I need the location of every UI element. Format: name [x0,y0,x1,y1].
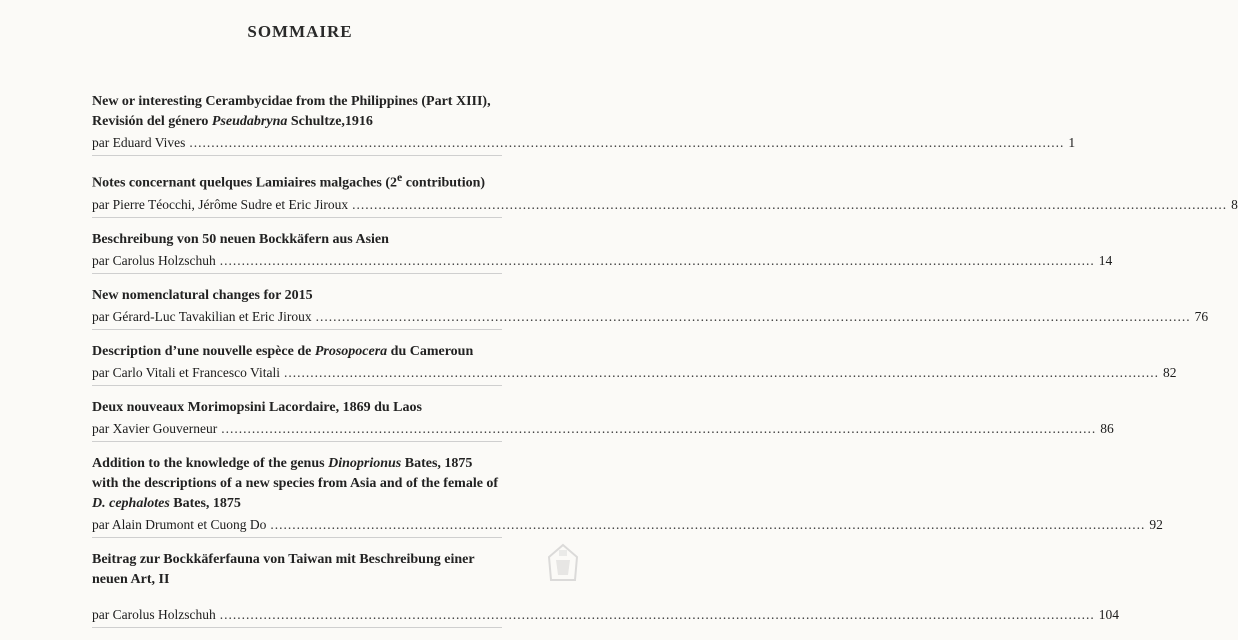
dot-leader: ........................................................................................................................................................................................................ [283,364,1159,380]
toc-entry-title-line [92,92,502,112]
toc-entry-authors-row [92,604,1119,628]
title-text: Revisión del género [92,114,212,129]
toc-entry [92,286,1209,330]
title-text: Schultze,1916 [287,114,373,129]
toc-entry-authors: par Carlo Vitali et Francesco Vitali [92,364,280,380]
toc-entry-page-number: 104 [1098,606,1119,622]
toc-entry-page-number: 82 [1162,364,1177,380]
toc-entry-page-number: 92 [1149,516,1163,532]
entry-spacer [92,590,502,604]
toc-entry-title [92,454,502,514]
toc-entry-title [92,230,502,250]
title-text: Deux nouveaux Morimopsini Lacordaire, 1869 du Laos [92,399,422,415]
title-text: Bates, 1875 [401,455,473,471]
dot-leader: ........................................................................................................................................................................................................ [315,308,1191,324]
toc-entry-title-line [92,112,502,132]
toc-entry-title-line [92,550,502,570]
dot-leader: ........................................................................................................................................................................................................ [270,516,1146,532]
toc-entry [92,454,1163,538]
toc-entry-title [92,342,502,362]
toc-entry-title-line [92,286,502,306]
toc-entry-title-line [92,570,502,590]
dot-leader: ........................................................................................................................................................................................................ [189,135,1065,150]
italic-text: Prosopocera [314,343,388,359]
title-text: with the descriptions of a new species from Asia and of the female of [92,475,499,491]
toc-entry-page-number: 76 [1194,308,1209,324]
toc-entry-title-line [92,454,502,474]
toc-entry-authors-row [92,306,1209,330]
title-text: Bates, 1875 [169,495,241,511]
toc-entry-page-number: 8 [1231,196,1238,212]
title-text: Beschreibung von 50 neuen Bockkäfern aus Asien [92,231,389,247]
toc-entry-authors: par Eduard Vives [92,135,186,150]
italic-text: Pseudabryna [211,114,288,129]
publisher-logo-icon [542,542,584,584]
toc-entry-title [92,168,502,194]
toc-entry-title-line [92,168,502,194]
toc-entry-authors: par Carolus Holzschuh [92,252,216,268]
title-text: neuen Art, II [92,571,170,587]
superscript-text: e [397,171,403,184]
toc-entry-authors-row [92,418,1114,442]
toc-entry-authors-row [92,514,1163,538]
toc-entry-title [92,550,502,590]
toc-entry-title-line [92,342,502,362]
title-text: du Cameroun [387,343,474,359]
toc-entry-page-number: 14 [1098,252,1113,268]
toc-entry-authors: par Gérard-Luc Tavakilian et Eric Jiroux [92,308,312,324]
toc-entry-authors-row [92,362,1177,386]
dot-leader: ........................................................................................................................................................................................................ [221,420,1097,436]
toc-entry-page-number: 1 [1068,135,1076,150]
toc-entry-title-line [92,230,502,250]
toc-entry [92,168,1238,218]
toc-entry-authors-row [92,250,1113,274]
toc-entry-authors: par Alain Drumont et Cuong Do [92,516,267,532]
toc-entry-authors: par Xavier Gouverneur [92,420,218,436]
toc-entry [92,92,1076,156]
title-text: Notes concernant quelques Lamiaires malgaches (2 [92,175,397,191]
toc-entry-title [92,92,502,132]
table-of-contents [92,92,1238,640]
title-text: Beitrag zur Bockkäferfauna von Taiwan mit Beschreibung einer [92,551,475,567]
italic-text: Dinoprionus [328,455,402,471]
toc-entry [92,398,1114,442]
title-text: contribution) [402,175,486,191]
toc-entry-title-line [92,474,502,494]
italic-text: D. cephalotes [92,495,170,511]
toc-entry-authors: par Pierre Téocchi, Jérôme Sudre et Eric Jiroux [92,196,349,212]
toc-entry-authors-row [92,194,1238,218]
toc-entry-authors: par Carolus Holzschuh [92,606,216,622]
dot-leader: ........................................................................................................................................................................................................ [219,606,1095,622]
toc-entry [92,342,1177,386]
title-text: Addition to the knowledge of the genus [92,455,329,471]
title-text: New or interesting Cerambycidae from the Philippines (Part XIII), [92,94,491,109]
toc-entry-title-line [92,398,502,418]
page-title: SOMMAIRE [247,22,353,41]
dot-leader: ........................................................................................................................................................................................................ [219,252,1095,268]
title-text: New nomenclatural changes for 2015 [92,287,313,303]
toc-entry-title [92,398,502,418]
toc-entry-page-number: 86 [1100,420,1114,436]
toc-entry [92,230,1113,274]
toc-entry [92,550,1119,628]
toc-entry-authors-row [92,132,1076,156]
title-text: Description d’une nouvelle espèce de [92,343,315,359]
toc-entry-title-line [92,494,502,514]
toc-entry-title [92,286,502,306]
dot-leader: ........................................................................................................................................................................................................ [352,196,1228,212]
